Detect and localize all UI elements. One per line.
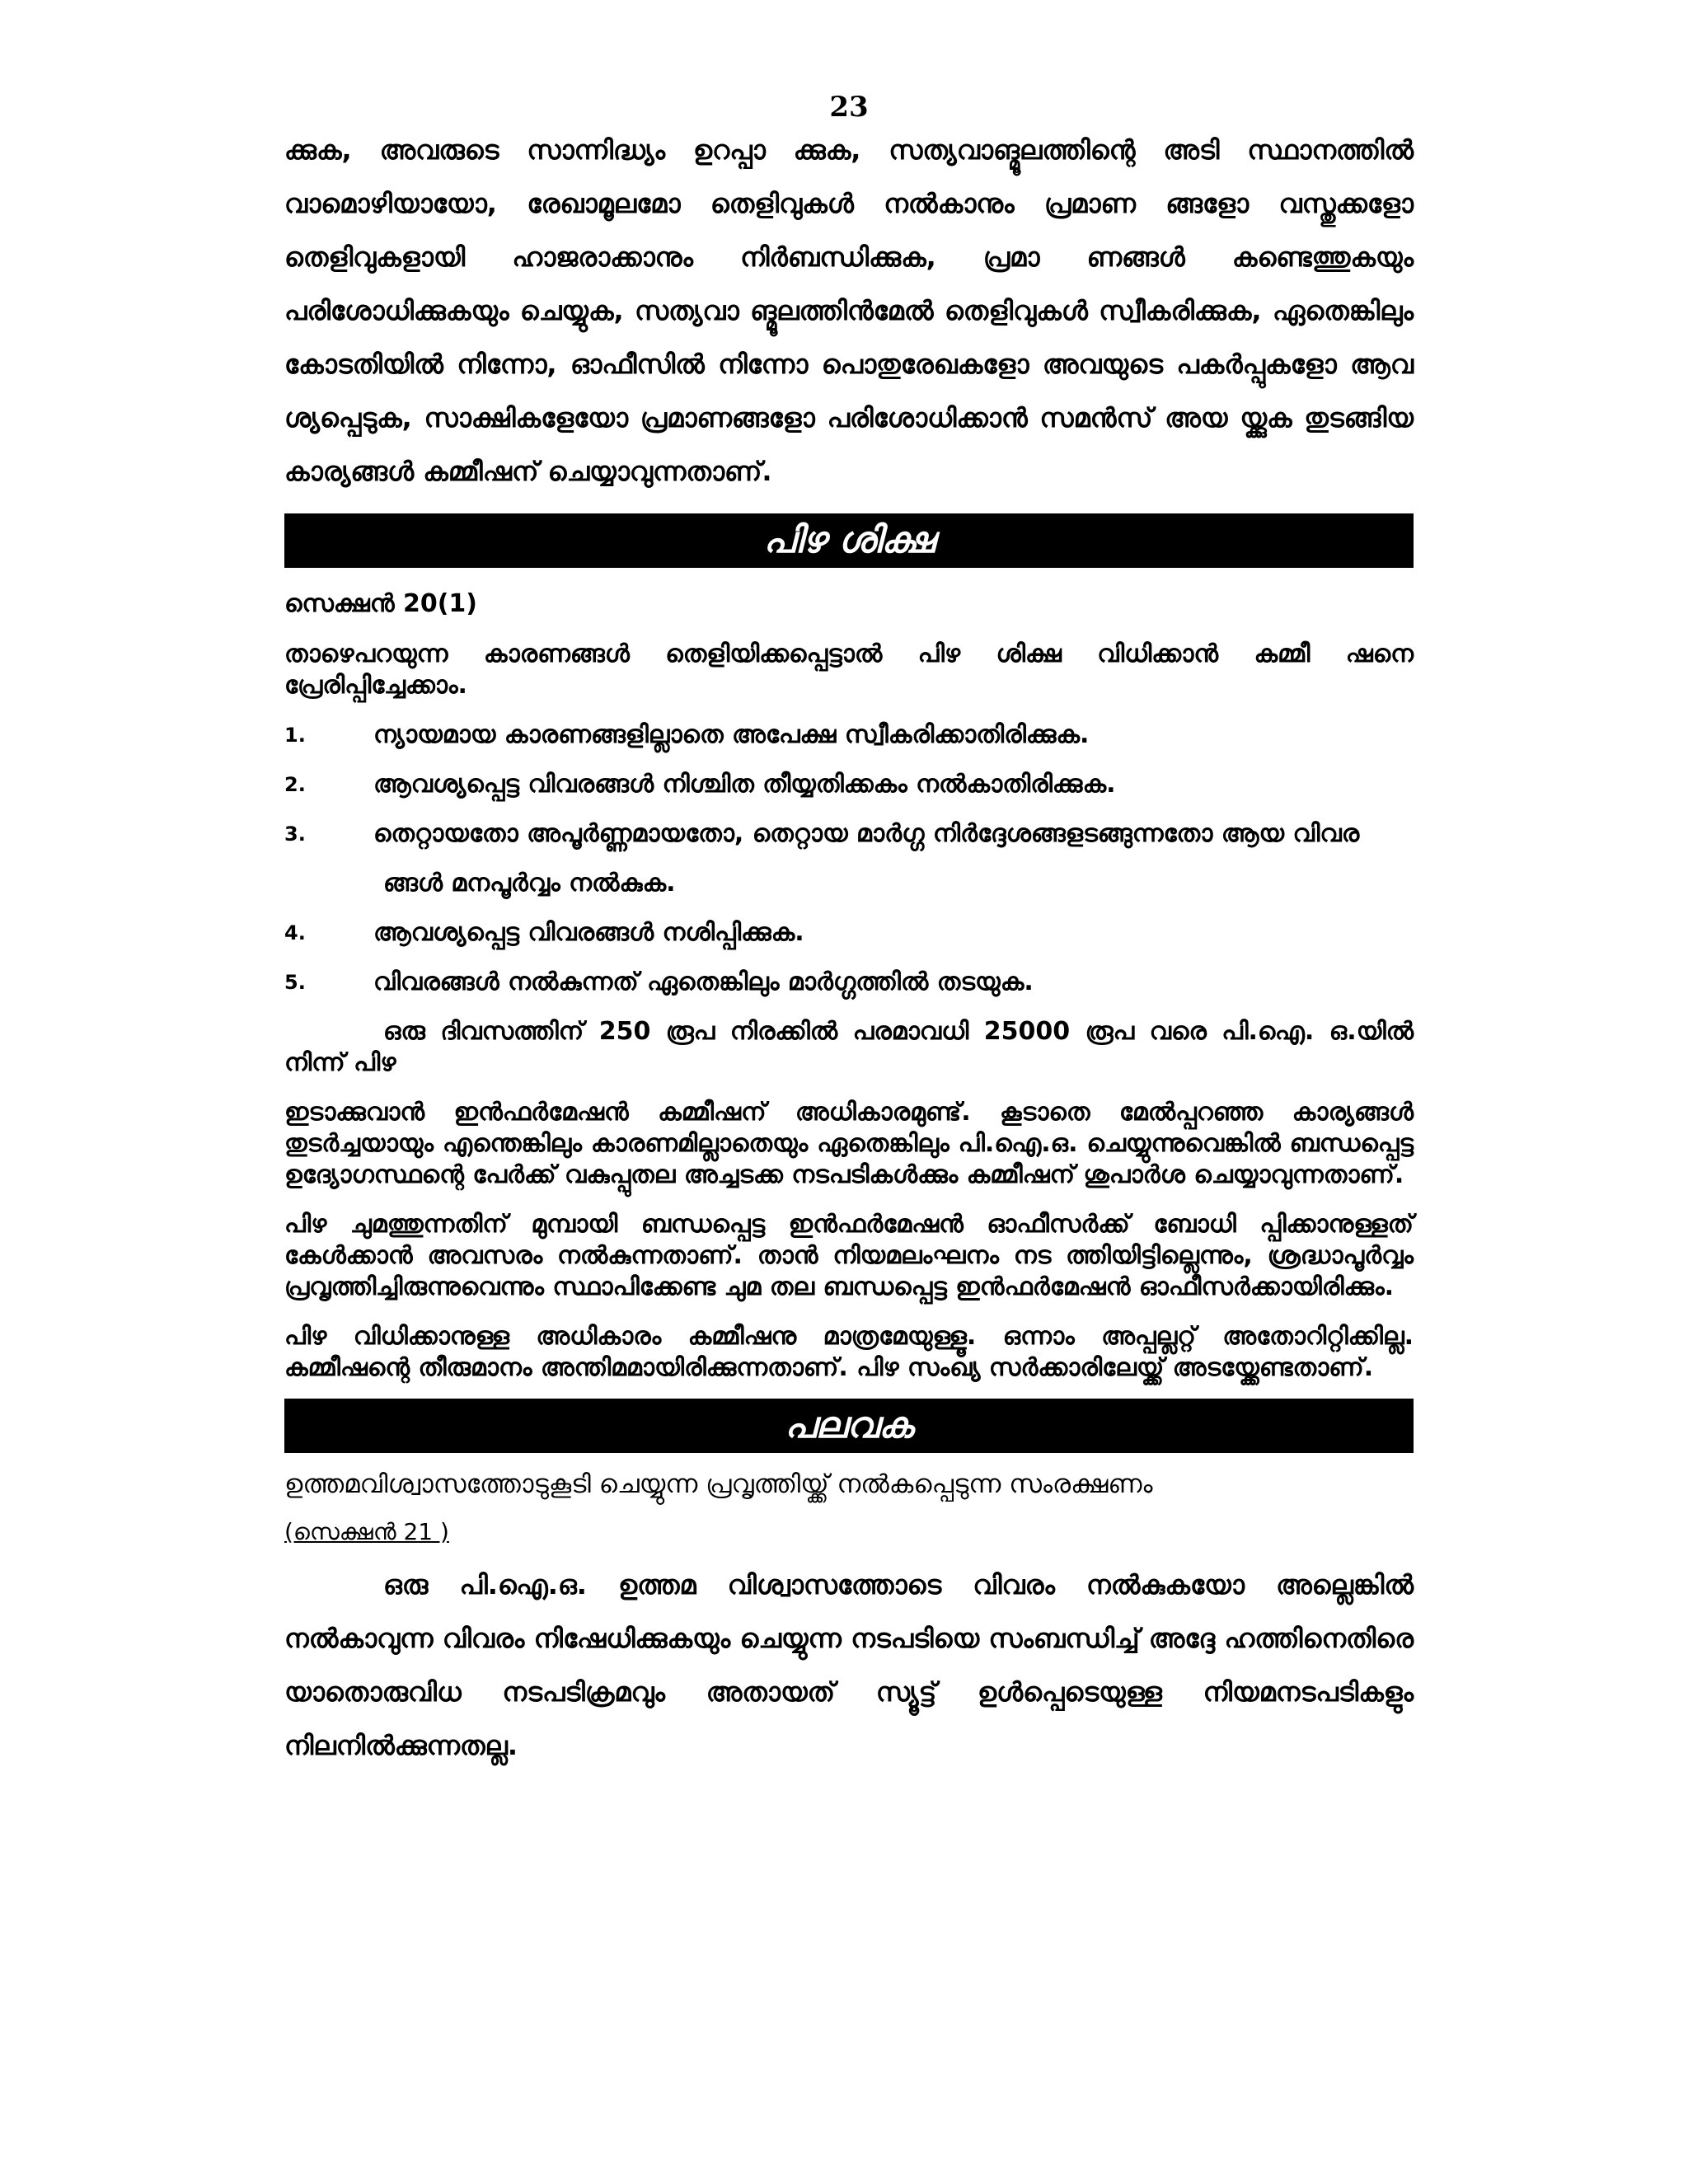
final-paragraph: ഒരു പി.ഐ.ഒ. ഉത്തമ വിശ്വാസത്തോടെ വിവരം നൽകുകയോ അല്ലെങ്കിൽ നൽകാവുന്ന വിവരം നിഷേധിക്കുകയും ചെയ്യുന്ന നടപടിയെ സംബന്ധിച്ച് അദ്ദേ ഹത്തിനെതിരെ യാതൊരുവിധ നടപടിക്രമവും അതായത് സ്യൂട്ട് ഉൾപ്പെടെയുള്ള നിയമനടപടികളും നിലനിൽക്കുന്നതല്ല.	[284, 1569, 1414, 1761]
list-number: 5.	[284, 971, 306, 994]
list-number: 2.	[284, 773, 306, 796]
list-text: ആവശ്യപ്പെട്ട വിവരങ്ങൾ നശിപ്പിക്കുക.	[373, 918, 804, 947]
list-item-continuation: ങ്ങൾ മനപൂർവ്വം നൽകുക.	[383, 869, 676, 898]
list-text: തെറ്റായതോ അപൂർണ്ണമായതോ, തെറ്റായ മാർഗ്ഗ നിർദ്ദേശങ്ങളടങ്ങുന്നതോ ആയ വിവര	[373, 819, 1360, 848]
document-page	[284, 91, 1414, 1773]
body-paragraph: ഇടാക്കുവാൻ ഇൻഫർമേഷൻ കമ്മീഷന് അധികാരമുണ്ട്. കൂടാതെ മേൽപ്പറഞ്ഞ കാര്യങ്ങൾ തുടർച്ചയായും എന്തെങ്കിലും കാരണമില്ലാതെയും ഏതെങ്കിലും പി.ഐ.ഒ. ചെയ്യുന്നുവെങ്കിൽ ബന്ധപ്പെട്ട ഉദ്യോഗസ്ഥന്റെ പേർക്ക് വകുപ്പുതല അച്ചടക്ക നടപടികൾക്കും കമ്മീഷന് ശുപാർശ ചെയ്യാവുന്നതാണ്.	[284, 1098, 1414, 1189]
list-text: വിവരങ്ങൾ നൽകുന്നത് ഏതെങ്കിലും മാർഗ്ഗത്തിൽ തടയുക.	[373, 968, 1034, 996]
list-item	[284, 818, 1414, 850]
reasons-list-continued	[284, 917, 1414, 998]
list-number: 1.	[284, 724, 306, 747]
list-number: 3.	[284, 823, 306, 846]
list-item	[284, 769, 1414, 800]
section-subtitle: ഉത്തമവിശ്വാസത്തോടുകൂടി ചെയ്യുന്ന പ്രവൃത്തിയ്ക്ക് നൽകപ്പെടുന്ന സംരക്ഷണം	[284, 1469, 1153, 1499]
page-number: 23	[829, 91, 869, 124]
section-heading-miscellaneous: പലവക	[284, 1399, 1414, 1453]
penalty-paragraph: ഒരു ദിവസത്തിന് 250 രൂപ നിരക്കിൽ പരമാവധി 25000 രൂപ വരെ പി.ഐ. ഒ.യിൽ നിന്ന് പിഴ	[284, 1017, 1414, 1077]
body-paragraph: പിഴ വിധിക്കാനുള്ള അധികാരം കമ്മീഷനു മാത്രമേയുള്ളൂ. ഒന്നാം അപ്പല്ലറ്റ് അതോറിറ്റിക്കില്ല. കമ്മീഷന്റെ തീരുമാനം അന്തിമമായിരിക്കുന്നതാണ്. പിഴ സംഖ്യ സർക്കാരിലേയ്ക്ക് അടയ്ക്കേണ്ടതാണ്.	[284, 1322, 1414, 1382]
list-number: 4.	[284, 921, 306, 944]
body-paragraph: പിഴ ചുമത്തുന്നതിന് മുമ്പായി ബന്ധപ്പെട്ട ഇൻഫർമേഷൻ ഓഫീസർക്ക് ബോധി പ്പിക്കാനുള്ളത് കേൾക്കാൻ അവസരം നൽകുന്നതാണ്. താൻ നിയമലംഘനം നട ത്തിയിട്ടില്ലെന്നും, ശ്രദ്ധാപൂർവ്വം പ്രവൃത്തിച്ചിരുന്നുവെന്നും സ്ഥാപിക്കേണ്ട ചുമ തല ബന്ധപ്പെട്ട ഇൻഫർമേഷൻ ഓഫീസർക്കായിരിക്കും.	[284, 1210, 1414, 1301]
list-item	[284, 719, 1414, 751]
section-label: സെക്ഷൻ 20(1)	[284, 589, 478, 618]
list-item	[284, 967, 1414, 998]
list-text: ആവശ്യപ്പെട്ട വിവരങ്ങൾ നിശ്ചിത തീയ്യതിക്കകം നൽകാതിരിക്കുക.	[373, 770, 1116, 799]
list-item	[284, 917, 1414, 949]
lead-paragraph: താഴെപറയുന്ന കാരണങ്ങൾ തെളിയിക്കപ്പെട്ടാൽ പിഴ ശിക്ഷ വിധിക്കാൻ കമ്മീ ഷനെ പ്രേരിപ്പിച്ചേക്കാം.	[284, 640, 1414, 700]
list-text: ന്യായമായ കാരണങ്ങളില്ലാതെ അപേക്ഷ സ്വീകരിക്കാതിരിക്കുക.	[373, 720, 1090, 749]
intro-paragraph: ക്കുക, അവരുടെ സാന്നിദ്ധ്യം ഉറപ്പാ ക്കുക, സത്യവാങ്മൂലത്തിന്റെ അടി സ്ഥാനത്തിൽ വാമൊഴിയായോ, രേഖാമൂലമോ തെളിവുകൾ നൽകാനും പ്രമാണ ങ്ങളോ വസ്തുക്കളോ തെളിവുകളായി ഹാജരാക്കാനും നിർബന്ധിക്കുക, പ്രമാ ണങ്ങൾ കണ്ടെത്തുകയും പരിശോധിക്കുകയും ചെയ്യുക, സത്യവാ ങ്മൂലത്തിൻമേൽ തെളിവുകൾ സ്വീകരിക്കുക, ഏതെങ്കിലും കോടതിയിൽ നിന്നോ, ഓഫീസിൽ നിന്നോ പൊതുരേഖകളോ അവയുടെ പകർപ്പുകളോ ആവ ശ്യപ്പെടുക, സാക്ഷികളേയോ പ്രമാണങ്ങളോ പരിശോധിക്കാൻ സമൻസ് അയ യ്ക്കുക തുടങ്ങിയ കാര്യങ്ങൾ കമ്മീഷന് ചെയ്യാവുന്നതാണ്.	[284, 134, 1414, 487]
reasons-list	[284, 719, 1414, 850]
section-heading-penalty: പിഴ ശിക്ഷ	[284, 513, 1414, 568]
section-reference: (സെക്ഷൻ 21 )	[284, 1518, 449, 1545]
